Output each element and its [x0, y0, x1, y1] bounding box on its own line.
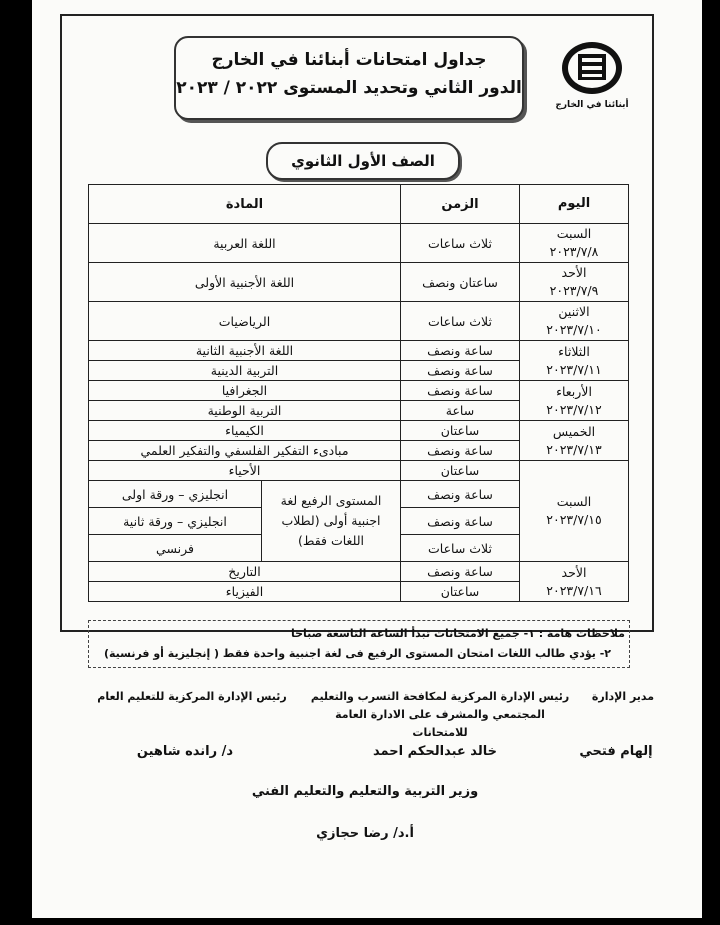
minister-name: أ.د/ رضا حجازي [316, 826, 414, 841]
time-cell: ساعة ونصف [401, 481, 520, 508]
manager-name: إلهام فتحي [579, 744, 653, 759]
manager-title: مدير الإدارة [591, 690, 655, 703]
table-row [89, 461, 629, 481]
table-row [89, 562, 629, 582]
subject-cell: انجليزي – ورقة ثانية [89, 508, 262, 535]
subject-cell: فرنسي [89, 535, 262, 562]
table-header-row [89, 185, 629, 224]
day-cell: الأحد ٢٠٢٣/٧/١٦ [520, 562, 629, 602]
time-cell: ساعة ونصف [401, 508, 520, 535]
time-cell: ساعتان [401, 461, 520, 481]
general-admin-title: رئيس الإدارة المركزية للتعليم العام [97, 690, 287, 703]
note-line-1: ملاحظات هامة : ١- جميع الامتحانات تبدأ الساعة التاسعة صباحا [290, 627, 625, 640]
time-cell: ثلاث ساعات [401, 535, 520, 562]
subject-cell: الكيمياء [89, 421, 401, 441]
header-day: اليوم [520, 185, 629, 224]
exam-schedule-table [88, 184, 629, 602]
day-cell: السبت ٢٠٢٣/٧/١٥ [520, 461, 629, 562]
subject-cell: التربية الوطنية [89, 401, 401, 421]
header-time: الزمن [401, 185, 520, 224]
title-box [174, 36, 524, 120]
day-cell: الأربعاء ٢٠٢٣/٧/١٢ [520, 381, 629, 421]
central-admin-title: رئيس الإدارة المركزية لمكافحة التسرب والتعليم المجتمعي والمشرف على الادارة العامة للامتحانات [310, 690, 570, 739]
day-cell: الأحد ٢٠٢٣/٧/٩ [520, 263, 629, 302]
page-title: جداول امتحانات أبنائنا في الخارج [211, 50, 487, 70]
central-admin-name: خالد عبدالحكم احمد [373, 744, 497, 759]
time-cell: ساعة ونصف [401, 361, 520, 381]
table-row [89, 263, 629, 302]
time-cell: ثلاث ساعات [401, 302, 520, 341]
table-row [89, 421, 629, 441]
subject-cell: الأحياء [89, 461, 401, 481]
subject-cell: الجغرافيا [89, 381, 401, 401]
time-cell: ساعة ونصف [401, 562, 520, 582]
general-admin-name: د/ رانده شاهين [136, 744, 234, 759]
minister-title: وزير التربية والتعليم والتعليم الفني [251, 784, 479, 799]
grade-label: الصف الأول الثانوي [266, 142, 460, 180]
level-note-cell: المستوى الرفيع لغة اجنبية أولى (لطلاب اللغات فقط) [262, 481, 401, 562]
day-cell: الخميس ٢٠٢٣/٧/١٣ [520, 421, 629, 461]
subject-cell: الرياضيات [89, 302, 401, 341]
table-row [89, 341, 629, 361]
note-line-2: ٢- يؤدي طالب اللغات امتحان المستوى الرفيع فى لغة اجنبية واحدة فقط ( إنجليزية أو فرنسية) [103, 647, 611, 660]
subject-cell: اللغة الأجنبية الثانية [89, 341, 401, 361]
subject-cell: انجليزي – ورقة اولى [89, 481, 262, 508]
day-cell: السبت ٢٠٢٣/٧/٨ [520, 224, 629, 263]
header-subject: المادة [89, 185, 401, 224]
subject-cell: اللغة العربية [89, 224, 401, 263]
time-cell: ساعتان [401, 421, 520, 441]
page-subtitle: الدور الثاني وتحديد المستوى ٢٠٢٢ / ٢٠٢٣ [176, 78, 522, 98]
subject-cell: الفيزياء [89, 582, 401, 602]
time-cell: ساعتان [401, 582, 520, 602]
table-row [89, 224, 629, 263]
time-cell: ساعة ونصف [401, 441, 520, 461]
subject-cell: اللغة الأجنبية الأولى [89, 263, 401, 302]
time-cell: ساعة ونصف [401, 381, 520, 401]
day-cell: الثلاثاء ٢٠٢٣/٧/١١ [520, 341, 629, 381]
subject-cell: التربية الدينية [89, 361, 401, 381]
table-row [89, 381, 629, 401]
subject-cell: التاريخ [89, 562, 401, 582]
time-cell: ساعة [401, 401, 520, 421]
time-cell: ثلاث ساعات [401, 224, 520, 263]
subject-cell: مبادىء التفكير الفلسفي والتفكير العلمي [89, 441, 401, 461]
day-cell: الاثنين ٢٠٢٣/٧/١٠ [520, 302, 629, 341]
table-row [89, 302, 629, 341]
time-cell: ساعتان ونصف [401, 263, 520, 302]
logo-caption: أبنائنا في الخارج [555, 100, 629, 110]
time-cell: ساعة ونصف [401, 341, 520, 361]
notes-box [88, 620, 630, 668]
